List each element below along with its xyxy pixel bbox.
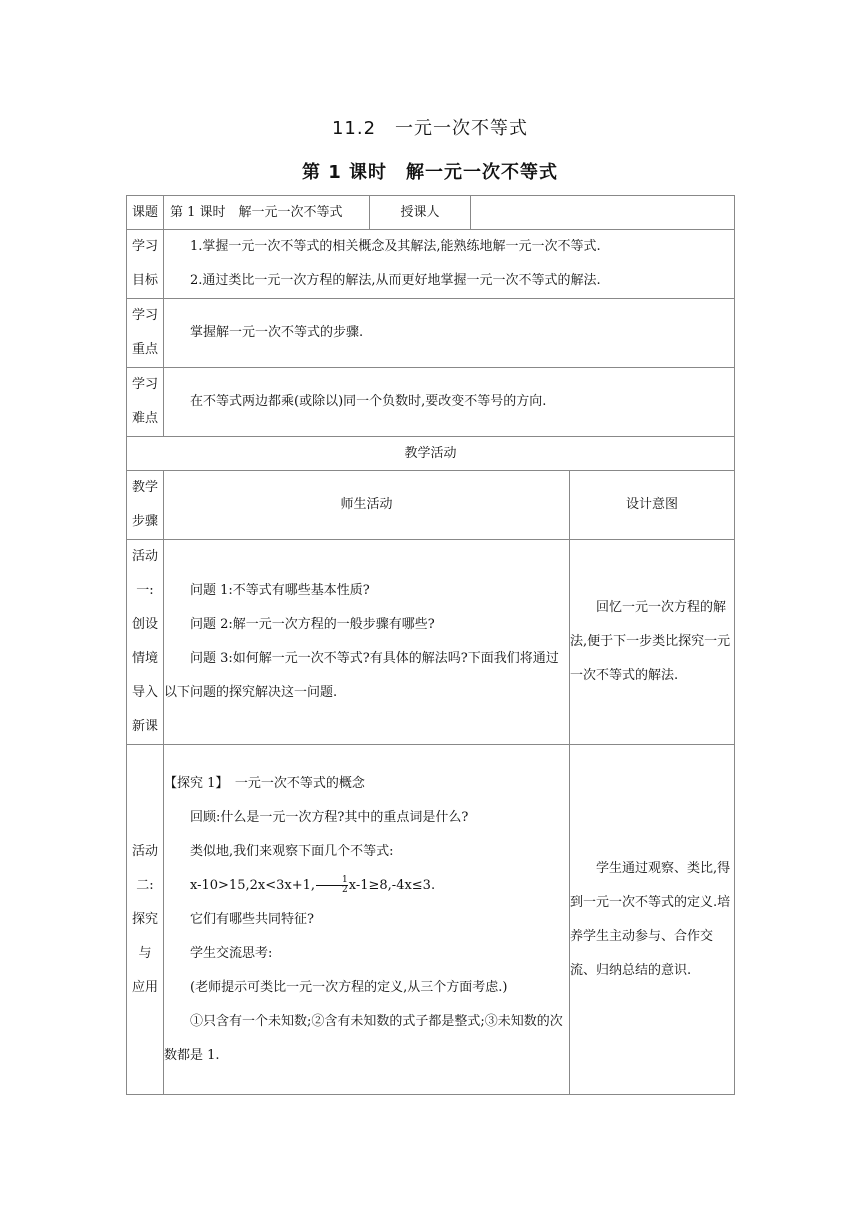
teacher-hint: (老师提示可类比一元一次方程的定义,从三个方面考虑.): [190, 979, 508, 995]
activity1-content: [164, 540, 570, 745]
activities-header: 教学活动: [127, 437, 735, 471]
activity2-label: 活动 二: 探究 与 应用: [127, 745, 164, 1095]
difficulties-label: 学习 难点: [127, 368, 164, 437]
difficulties-content: 在不等式两边都乘(或除以)同一个负数时,要改变不等号的方向.: [164, 368, 735, 437]
activities-header-row: [127, 437, 735, 471]
steps-header: 教学 步骤: [127, 471, 164, 540]
common-features-question: 它们有哪些共同特征?: [190, 911, 314, 927]
exploration-heading: 【探究 1】 一元一次不等式的概念: [164, 775, 365, 791]
section-title: 11.2 一元一次不等式: [331, 118, 529, 139]
key-points-content: 掌握解一元一次不等式的步骤.: [164, 299, 735, 368]
goals-row: [127, 230, 735, 299]
features-answer: ①只含有一个未知数;②含有未知数的式子都是整式;③未知数的次数都是 1.: [164, 1013, 563, 1063]
column-header-row: [127, 471, 735, 540]
activity2-intent: 学生通过观察、类比,得到一元一次不等式的定义.培养学生主动参与、合作交流、归纳总结的意识.: [570, 745, 735, 1095]
observe-text: 类似地,我们来观察下面几个不等式:: [190, 843, 394, 859]
topic-value: 第 1 课时 解一元一次不等式: [164, 196, 370, 229]
intent-header: 设计意图: [570, 471, 735, 540]
topic-row: [127, 196, 735, 230]
teacher-value: [471, 196, 734, 229]
question-2: 问题 2:解一元一次方程的一般步骤有哪些?: [190, 617, 435, 632]
question-3: 问题 3:如何解一元一次不等式?有具体的解法吗?下面我们将通过以下问题的探究解决这一问题.: [164, 651, 559, 700]
teacher-label: 授课人: [370, 196, 471, 229]
activity1-label: 活动 一: 创设 情境 导入 新课: [127, 540, 164, 745]
review-text: 回顾:什么是一元一次方程?其中的重点词是什么?: [190, 809, 469, 825]
key-points-row: [127, 299, 735, 368]
goal-item: 2.通过类比一元一次方程的解法,从而更好地掌握一元一次不等式的解法.: [190, 273, 601, 288]
key-points-label: 学习 重点: [127, 299, 164, 368]
discuss-text: 学生交流思考:: [190, 945, 273, 961]
goals-content: [164, 230, 735, 299]
inequalities-list: x-10>15,2x<3x+1, $\frac{1}{2}$ x-1≥8,-4x≤3.: [190, 874, 436, 895]
fraction-one-half: $\frac{1}{2}$: [316, 876, 348, 895]
difficulties-row: [127, 368, 735, 437]
goals-label: 学习 目标: [127, 230, 164, 299]
activity2-content: [164, 745, 570, 1095]
activity1-intent: 回忆一元一次方程的解法,便于下一步类比探究一元一次不等式的解法.: [570, 540, 735, 745]
lesson-title: 第 1 课时 解一元一次不等式: [301, 162, 559, 183]
question-1: 问题 1:不等式有哪些基本性质?: [190, 583, 370, 598]
activity2-row: [127, 745, 735, 1095]
topic-label: 课题: [127, 196, 164, 230]
lesson-plan-table: [126, 195, 735, 1095]
activity-header: 师生活动: [164, 471, 570, 540]
goal-item: 1.掌握一元一次不等式的相关概念及其解法,能熟练地解一元一次不等式.: [190, 239, 601, 254]
activity1-row: [127, 540, 735, 745]
